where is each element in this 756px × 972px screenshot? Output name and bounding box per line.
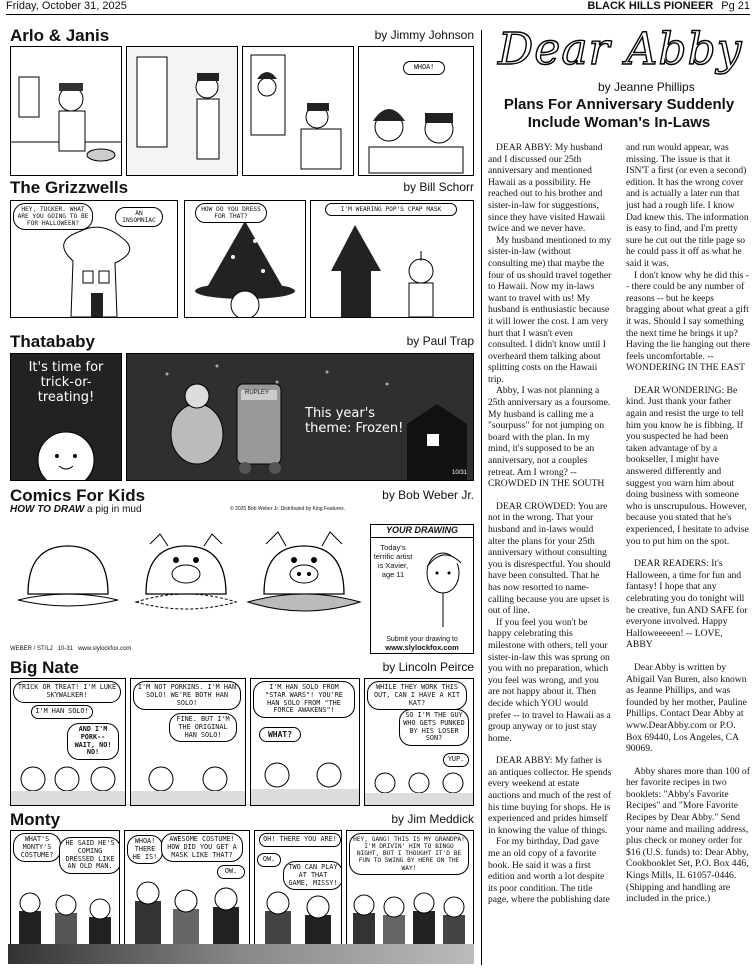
- bignate-panel-2: [130, 678, 246, 806]
- para: Dear Abby is written by Abigail Van Buren, also known as Jeanne Phillips, and was founded by her mother, Pauline Phillips. Contact Dear Abby at www.DearAbby.com or P.O. Box 69440, Los Angeles, CA 90069.: [626, 661, 747, 755]
- monty-bubble-7: OW.: [257, 853, 281, 867]
- para: For my birthday, Dad gave me an old copy of a favorite book. He said it was a first edition and worth a lot despite its poor condition. The title page, where the publishing date: [488, 836, 610, 906]
- strip-title-thatababy: Thatababy: [10, 332, 96, 351]
- bottom-gradient-bar: [8, 944, 474, 964]
- strip-author-thatababy: by Paul Trap: [406, 334, 474, 348]
- arlo-panel-2: [126, 46, 238, 176]
- grizz-panel-2: [184, 200, 306, 318]
- para: and run would appear, was missing. The issue is that it ISN'T a first (or even a second) edition. It has the wrong cover and is actually a later run that just had a rough life. I know Dad knew this. The information is easy to find, and I'm pretty sure he cut out the title page so he could pass it off as what he said it was.: [626, 142, 749, 269]
- monty-bubble-1: WHAT'S MONTY'S COSTUME?: [13, 833, 61, 862]
- thatababy-caption-2: This year's theme: Frozen!: [305, 406, 404, 436]
- para: DEAR WONDERING: Be kind. Just thank your father again and resist the urge to tell him you know he is fibbing. If you suspected he had been taken advantage of by a bookseller, I might have answered differently and suggest you warn him about doing business with someone who is unscrupulous. However, because you stated that he's experienced, I hesitate to advise you to put him on the spot.: [626, 384, 749, 547]
- strip-author-grizzwells: by Bill Schorr: [403, 180, 474, 194]
- bignate-panel-4: [364, 678, 474, 806]
- dear-abby-headline: Plans For Anniversary Suddenly Include Woman's In-Laws: [503, 96, 735, 131]
- monty-bubble-2: HE SAID HE'S COMING DRESSED LIKE AN OLD MAN.: [59, 837, 120, 874]
- page-header: [6, 0, 750, 15]
- cfk-date: 10-31: [57, 646, 74, 652]
- strip-title-cfk: Comics For Kids: [10, 486, 146, 505]
- para: DEAR ABBY: My husband and I discussed our 25th anniversary and mentioned Hawaii as a possibility. He reached out to his brother and sister-in-law for suggestions, since they have visited Hawaii twice and we never have.: [488, 142, 606, 235]
- monty-panel-3: [254, 830, 342, 962]
- thatababy-panel-2-art: [127, 354, 473, 480]
- column-divider: [481, 30, 482, 965]
- grizz-bubble-3: HOW DO YOU DRESS FOR THAT?: [195, 203, 267, 223]
- grizz-bubble-4: I'M WEARING POP'S CPAP MASK: [325, 203, 457, 216]
- bignate-bubble-3: AND I'M PORK-- WAIT, NO! NO!: [67, 723, 119, 760]
- para: My husband mentioned to my sister-in-law (without consulting me) that maybe the four of us should travel together to Hawaii. Now my in-laws want to travel with us! My husband is enthusiastic because it will lower the cost. I am very hurt that I wasn't even consulted. I didn't know until I overheard them talking about splitting costs on the Hawaii trip.: [488, 234, 612, 385]
- strip-author-monty: by Jim Meddick: [391, 812, 474, 826]
- thatababy-panel-2: [126, 353, 474, 481]
- cfk-signature: [10, 646, 131, 652]
- bignate-bubble-5: FINE. BUT I'M THE ORIGINAL HAN SOLO!: [169, 713, 237, 742]
- monty-bubble-5: OW.: [217, 865, 245, 879]
- bignate-bubble-6: I'M HAN SOLO FROM "STAR WARS"! YOU'RE HAN SOLO FROM "THE FORCE AWAKENS"!: [253, 681, 355, 718]
- arlo-panel-4: [358, 46, 474, 176]
- monty-bubble-9: HEY, GANG! THIS IS MY GRANDPA! I'M DRIVIN' HIM TO BINGO NIGHT, BUT I THOUGHT IT'D BE FUN TO SWING BY HERE ON THE WAY!: [349, 833, 469, 875]
- arlo-panel-3: [242, 46, 354, 176]
- grizz-panel-3: [310, 200, 474, 318]
- para: Abby shares more than 100 of her favorite recipes in two booklets: "Abby's Favorite Recipes" and "More Favorite Recipes by Dear Abby." Send your name and mailing address, plus check or money order for $16 (U.S. funds) to: Dear Abby, Cookbooklet Set, P.O. Box 446, Kings Mills, IL 61057-0446. (Shipping and handling are included in the price.): [626, 765, 750, 905]
- cfk-howrest: a pig in mud: [87, 504, 142, 515]
- monty-panel-3-art: [255, 831, 341, 961]
- body-col-left: [488, 142, 612, 906]
- monty-bubble-8: TWO CAN PLAY AT THAT GAME, MISSY!: [283, 861, 342, 890]
- para: Abby, I was not planning a 25th anniversary as a foursome. My husband is calling me a "sourpuss" for not jumping on board with the plan. In my mind, it's supposed to be an anniversary, not a couples retreat. Am I wrong? -- CROWDED IN THE SOUTH: [488, 385, 611, 490]
- cfk-site: www.slylockfox.com: [78, 646, 132, 652]
- cfk-subtitle: [10, 504, 142, 515]
- cfk-how: HOW TO DRAW: [10, 504, 85, 515]
- grizz-bubble-1: HEY, TUCKER. WHAT ARE YOU GOING TO BE FOR HALLOWEEN?: [13, 203, 93, 230]
- bignate-panel-3: [250, 678, 360, 806]
- para: If you feel you won't be happy celebrating this milestone with others, tell your sister-in-law this was sprung on you with no preparation, which you feel was wrong, and you are not happy about it. Then decide which YOU would prefer -- to travel to Hawaii as a group anyway or to just stay home.: [488, 616, 611, 744]
- baby-figure: [11, 354, 121, 480]
- strip-author-arlo: by Jimmy Johnson: [374, 28, 474, 42]
- body-col-right: [626, 142, 750, 905]
- thatababy-date: 10/31: [451, 470, 467, 476]
- para: DEAR READERS: It's Halloween, a time for fun and fantasy! I hope that any celebrating you do tonight will be creative, fun AND SAFE for everyone involved. Happy Halloweeeeen! -- LOVE, ABBY: [626, 558, 748, 651]
- arlo-panel-1: [10, 46, 122, 176]
- submit-site[interactable]: www.slylockfox.com: [385, 643, 459, 652]
- bignate-bubble-7: WHAT?: [259, 727, 301, 742]
- arlo-bubble-whoa: WHOA!: [403, 61, 445, 75]
- rupley-sign: RUPLEY: [245, 390, 270, 396]
- grizz-bubble-2: AN INSOMNIAC: [115, 207, 163, 227]
- drawing-heading: YOUR DRAWING: [371, 525, 473, 538]
- monty-bubble-6: OH! THERE YOU ARE!: [259, 833, 341, 847]
- thatababy-panel-1: [10, 353, 122, 481]
- strip-title-bignate: Big Nate: [10, 658, 79, 677]
- submit-text: Submit your drawing to: [386, 636, 458, 643]
- strip-author-bignate: by Lincoln Peirce: [382, 660, 474, 674]
- monty-bubble-4: AWESOME COSTUME! HOW DID YOU GET A MASK LIKE THAT?: [161, 833, 243, 862]
- para: DEAR CROWDED: You are not in the wrong. That your husband and in-laws would alter the plans for your 25th anniversary without consulting you is disrespectful. You should have been consulted. That he has now resorted to name-calling because you are upset is out of line.: [488, 500, 611, 617]
- arlo-panel-1-art: [11, 47, 121, 175]
- monty-panel-2: [124, 830, 250, 962]
- cfk-drawing-box: [370, 524, 474, 654]
- strip-author-cfk: by Bob Weber Jr.: [382, 488, 474, 502]
- strip-title-monty: Monty: [10, 810, 61, 829]
- bignate-bubble-2: I'M HAN SOLO!: [31, 705, 93, 719]
- paper-title: BLACK HILLS PIONEER: [587, 0, 714, 12]
- cfk-pig-steps: [8, 516, 368, 626]
- monty-bubble-3: WHOA! THERE HE IS!: [127, 835, 163, 864]
- dear-abby-byline: by Jeanne Phillips: [598, 80, 695, 94]
- dear-abby-logo: Dear Abby: [498, 24, 743, 75]
- strip-title-arlo: Arlo & Janis: [10, 26, 110, 45]
- para: I don't know why he did this -- there could be any number of reasons -- but he keeps bragging about what great a gift it was. Should I say something the next time he brings it up? Having the lie hanging out there feels uncomfortable. -- WONDERING IN THE EAST: [626, 269, 750, 374]
- bignate-panel-1: [10, 678, 126, 806]
- arlo-panel-2-art: [127, 47, 237, 175]
- drawing-credit: Today's terrific artist is Xavier, age 11: [373, 543, 413, 579]
- bignate-bubble-9: SO I'M THE GUY WHO GETS PUNKED BY HIS LOSER SON?: [399, 709, 469, 746]
- monty-panel-4: [346, 830, 474, 962]
- monty-panel-1: [10, 830, 120, 962]
- bignate-bubble-8: WHILE THEY WORK THIS OUT, CAN I HAVE A KIT KAT?: [367, 681, 467, 710]
- issue-date: Friday, October 31, 2025: [6, 0, 127, 12]
- bignate-bubble-1: TRICK OR TREAT! I'M LUKE SKYWALKER!: [13, 681, 121, 703]
- paper-name: [587, 0, 750, 12]
- arlo-panel-3-art: [243, 47, 353, 175]
- bignate-bubble-10: YUP.: [443, 753, 469, 767]
- para: DEAR ABBY: My father is an antiques collector. He spends every weekend at estate auctions and much of the rest of his time buying for shops. He is experienced and prides himself in knowing the value of things.: [488, 755, 612, 836]
- page-number: Pg 21: [721, 0, 750, 12]
- bignate-bubble-4: I'M NOT PORKINS. I'M HAN SOLO! WE'RE BOTH HAN SOLO!: [133, 681, 241, 710]
- cfk-copyright: © 2025 Bob Weber Jr. Distributed by King Features.: [230, 506, 346, 512]
- thatababy-caption-1: It's time for trick-or-treating!: [28, 360, 104, 405]
- grizz-panel-1: [10, 200, 178, 318]
- grizz-panel-3-art: [311, 201, 473, 317]
- strip-title-grizzwells: The Grizzwells: [10, 178, 129, 197]
- kid-drawing: [415, 539, 473, 629]
- cfk-sig: WEBER / ST/LJ: [10, 646, 53, 652]
